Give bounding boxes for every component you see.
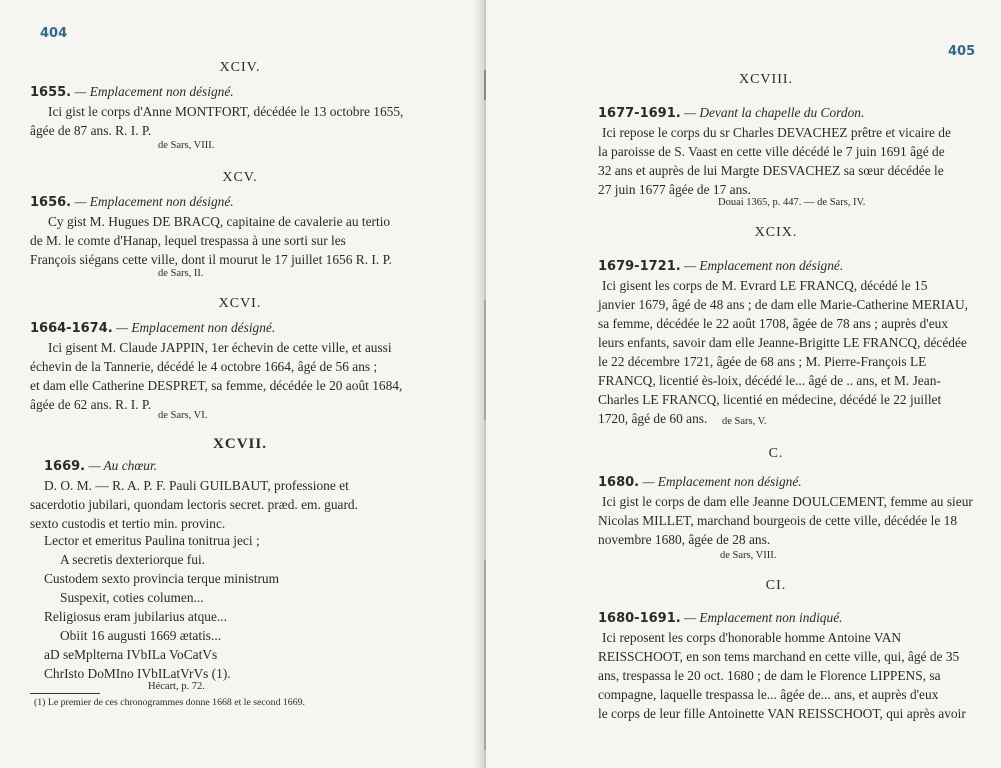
entry-location: — Emplacement non désigné. [116,320,276,335]
entry [30,192,440,269]
source-ref: de Sars, VIII. [720,550,777,561]
entry-line: le corps de leur fille Antoinette VAN REISSCHOOT, qui après avoir [598,706,966,721]
verse-line: Custodem sexto provincia terque ministrum [44,571,280,586]
entry-line: 1720, âgé de 60 ans. [598,411,708,426]
footnote-rule [30,693,100,694]
entry-line: Cy gist M. Hugues DE BRACQ, capitaine de cavalerie au tertio [48,214,391,229]
entry-year: 1669. [44,459,86,474]
entry-line: Ici gisent M. Claude JAPPIN, 1er échevin de cette ville, et aussi [48,340,392,355]
source-ref: de Sars, VIII. [158,140,215,151]
entry-year: 1655. [30,85,72,100]
entry-header [598,103,984,123]
entry-line: Ici gist le corps de dam elle Jeanne DOULCEMENT, femme au sieur [602,494,973,509]
entry-location: — Emplacement non désigné. [74,194,234,209]
verse-line: Lector et emeritus Paulina tonitrua jeci ; [44,533,260,548]
section-heading: XCVIII. [738,72,794,87]
entry-header [30,456,440,476]
entry-header [598,472,984,492]
entry-line: ans, trespassa le 20 oct. 1680 ; de dam le Florence LIPPENS, sa [598,668,941,683]
entry-line: de M. le comte d'Hanap, lequel trespassa à une sorti sur les [30,233,346,248]
right-page-number: 405 [948,44,976,59]
entry-line: âgée de 87 ans. R. I. P. [30,123,152,138]
entry [598,608,984,723]
section-heading: XCVII. [213,436,267,452]
entry-header [30,82,440,102]
entry-line: Nicolas MILLET, marchand bourgeois de cette ville, décédée le 18 [598,513,958,528]
entry-line: Ici repose le corps du sr Charles DEVACHEZ prêtre et vicaire de [602,125,951,140]
entry-year: 1664-1674. [30,321,113,336]
entry-header [30,318,440,338]
entry-location: — Devant la chapelle du Cordon. [684,105,865,120]
entry-line: 27 juin 1677 âgée de 17 ans. [598,182,751,197]
right-page [486,0,1001,768]
verse-line: Obiit 16 augusti 1669 ætatis... [60,628,222,643]
verse-line: Suspexit, coties columen... [60,590,204,605]
entry [598,103,984,199]
entry-year: 1679-1721. [598,259,681,274]
left-page-number: 404 [40,26,68,41]
entry-line: Ici gisent les corps de M. Evrard LE FRANCQ, décédé le 15 [602,278,928,293]
entry-header [598,608,984,628]
entry [598,472,984,549]
section-heading: XCVI. [218,296,262,311]
entry-line: 32 ans et auprès de lui Margte DESVACHEZ sa sœur décédée le [598,163,944,178]
entry-location: — Emplacement non désigné. [684,258,844,273]
entry-line: et dam elle Catherine DESPRET, sa femme, décédée le 20 août 1684, [30,378,403,393]
entry-year: 1656. [30,195,72,210]
entry-location: — Emplacement non désigné. [642,474,802,489]
entry [30,82,440,140]
entry [30,318,440,414]
section-heading: XCIX. [754,225,798,240]
entry-line: âgée de 62 ans. R. I. P. [30,397,152,412]
entry-line: échevin de la Tannerie, décédé le 4 octobre 1664, âgé de 56 ans ; [30,359,378,374]
entry-line: Charles LE FRANCQ, licentié en médecine, décédé le 22 juillet [598,392,942,407]
entry-line: la paroisse de S. Vaast en cette ville décédé le 7 juin 1691 âgé de [598,144,945,159]
entry-header [598,256,984,276]
entry-location: — Emplacement non désigné. [74,84,234,99]
entry-line: FRANCQ, licentié ès-loix, décédé le... âgé de .. ans, et M. Jean- [598,373,941,388]
verse-line: Religiosus eram jubilarius atque... [44,609,227,624]
entry-header [30,192,440,212]
entry [30,456,440,533]
source-ref: de Sars, II. [158,268,204,279]
left-page [0,0,482,768]
source-ref: de Sars, V. [722,416,767,427]
entry-line: novembre 1680, âgée de 28 ans. [598,532,771,547]
section-heading: XCIV. [219,60,261,75]
entry-line: sa femme, décédée le 22 août 1708, âgée de 78 ans ; auprès d'eux [598,316,949,331]
entry-line: le 22 décembre 1721, âgée de 68 ans ; M. Pierre-François LE [598,354,927,369]
entry-line: Ici reposent les corps d'honorable homme Antoine VAN [602,630,902,645]
entry-location: — Au chœur. [88,458,158,473]
entry [598,256,984,428]
entry-line: sexto custodis et tertio min. provinc. [30,516,226,531]
entry-line: REISSCHOOT, en son tems marchand en cette ville, qui, âgé de 35 [598,649,960,664]
source-ref: de Sars, VI. [158,410,208,421]
footnote: (1) Le premier de ces chronogrammes donne 1668 et le second 1669. [34,697,305,708]
entry-line: leurs enfants, savoir dam elle Jeanne-Brigitte LE FRANCQ, décédée [598,335,967,350]
verse-line: aD seMplterna IVbILa VoCatVs [44,647,218,662]
entry-year: 1680-1691. [598,611,681,626]
section-heading: CI. [765,578,787,593]
entry-line: compagne, laquelle trespassa le... âgée de... ans, et auprès d'eux [598,687,939,702]
section-heading: XCV. [222,170,258,185]
entry-line: Ici gist le corps d'Anne MONTFORT, décédée le 13 octobre 1655, [48,104,404,119]
entry-line: sacerdotio jubilari, quondam lectoris secret. præd. em. guard. [30,497,358,512]
entry-line: janvier 1679, âgé de 48 ans ; de dam elle Marie-Catherine MERIAU, [598,297,968,312]
verse-line: A secretis dexteriorque fui. [60,552,206,567]
source-ref: Douai 1365, p. 447. — de Sars, IV. [718,197,866,208]
entry-line: François siégans cette ville, dont il mourut le 17 juillet 1656 R. I. P. [30,252,392,267]
entry-line: D. O. M. — R. A. P. F. Pauli GUILBAUT, professione et [44,478,349,493]
epitaph-verse [44,531,279,683]
entry-location: — Emplacement non indiqué. [684,610,843,625]
section-heading: C. [768,446,784,461]
entry-year: 1677-1691. [598,106,681,121]
verse-line: ChrIsto DoMIno IVbILatVrVs (1). [44,666,231,681]
entry-year: 1680. [598,475,640,490]
source-ref: Hécart, p. 72. [148,681,205,692]
